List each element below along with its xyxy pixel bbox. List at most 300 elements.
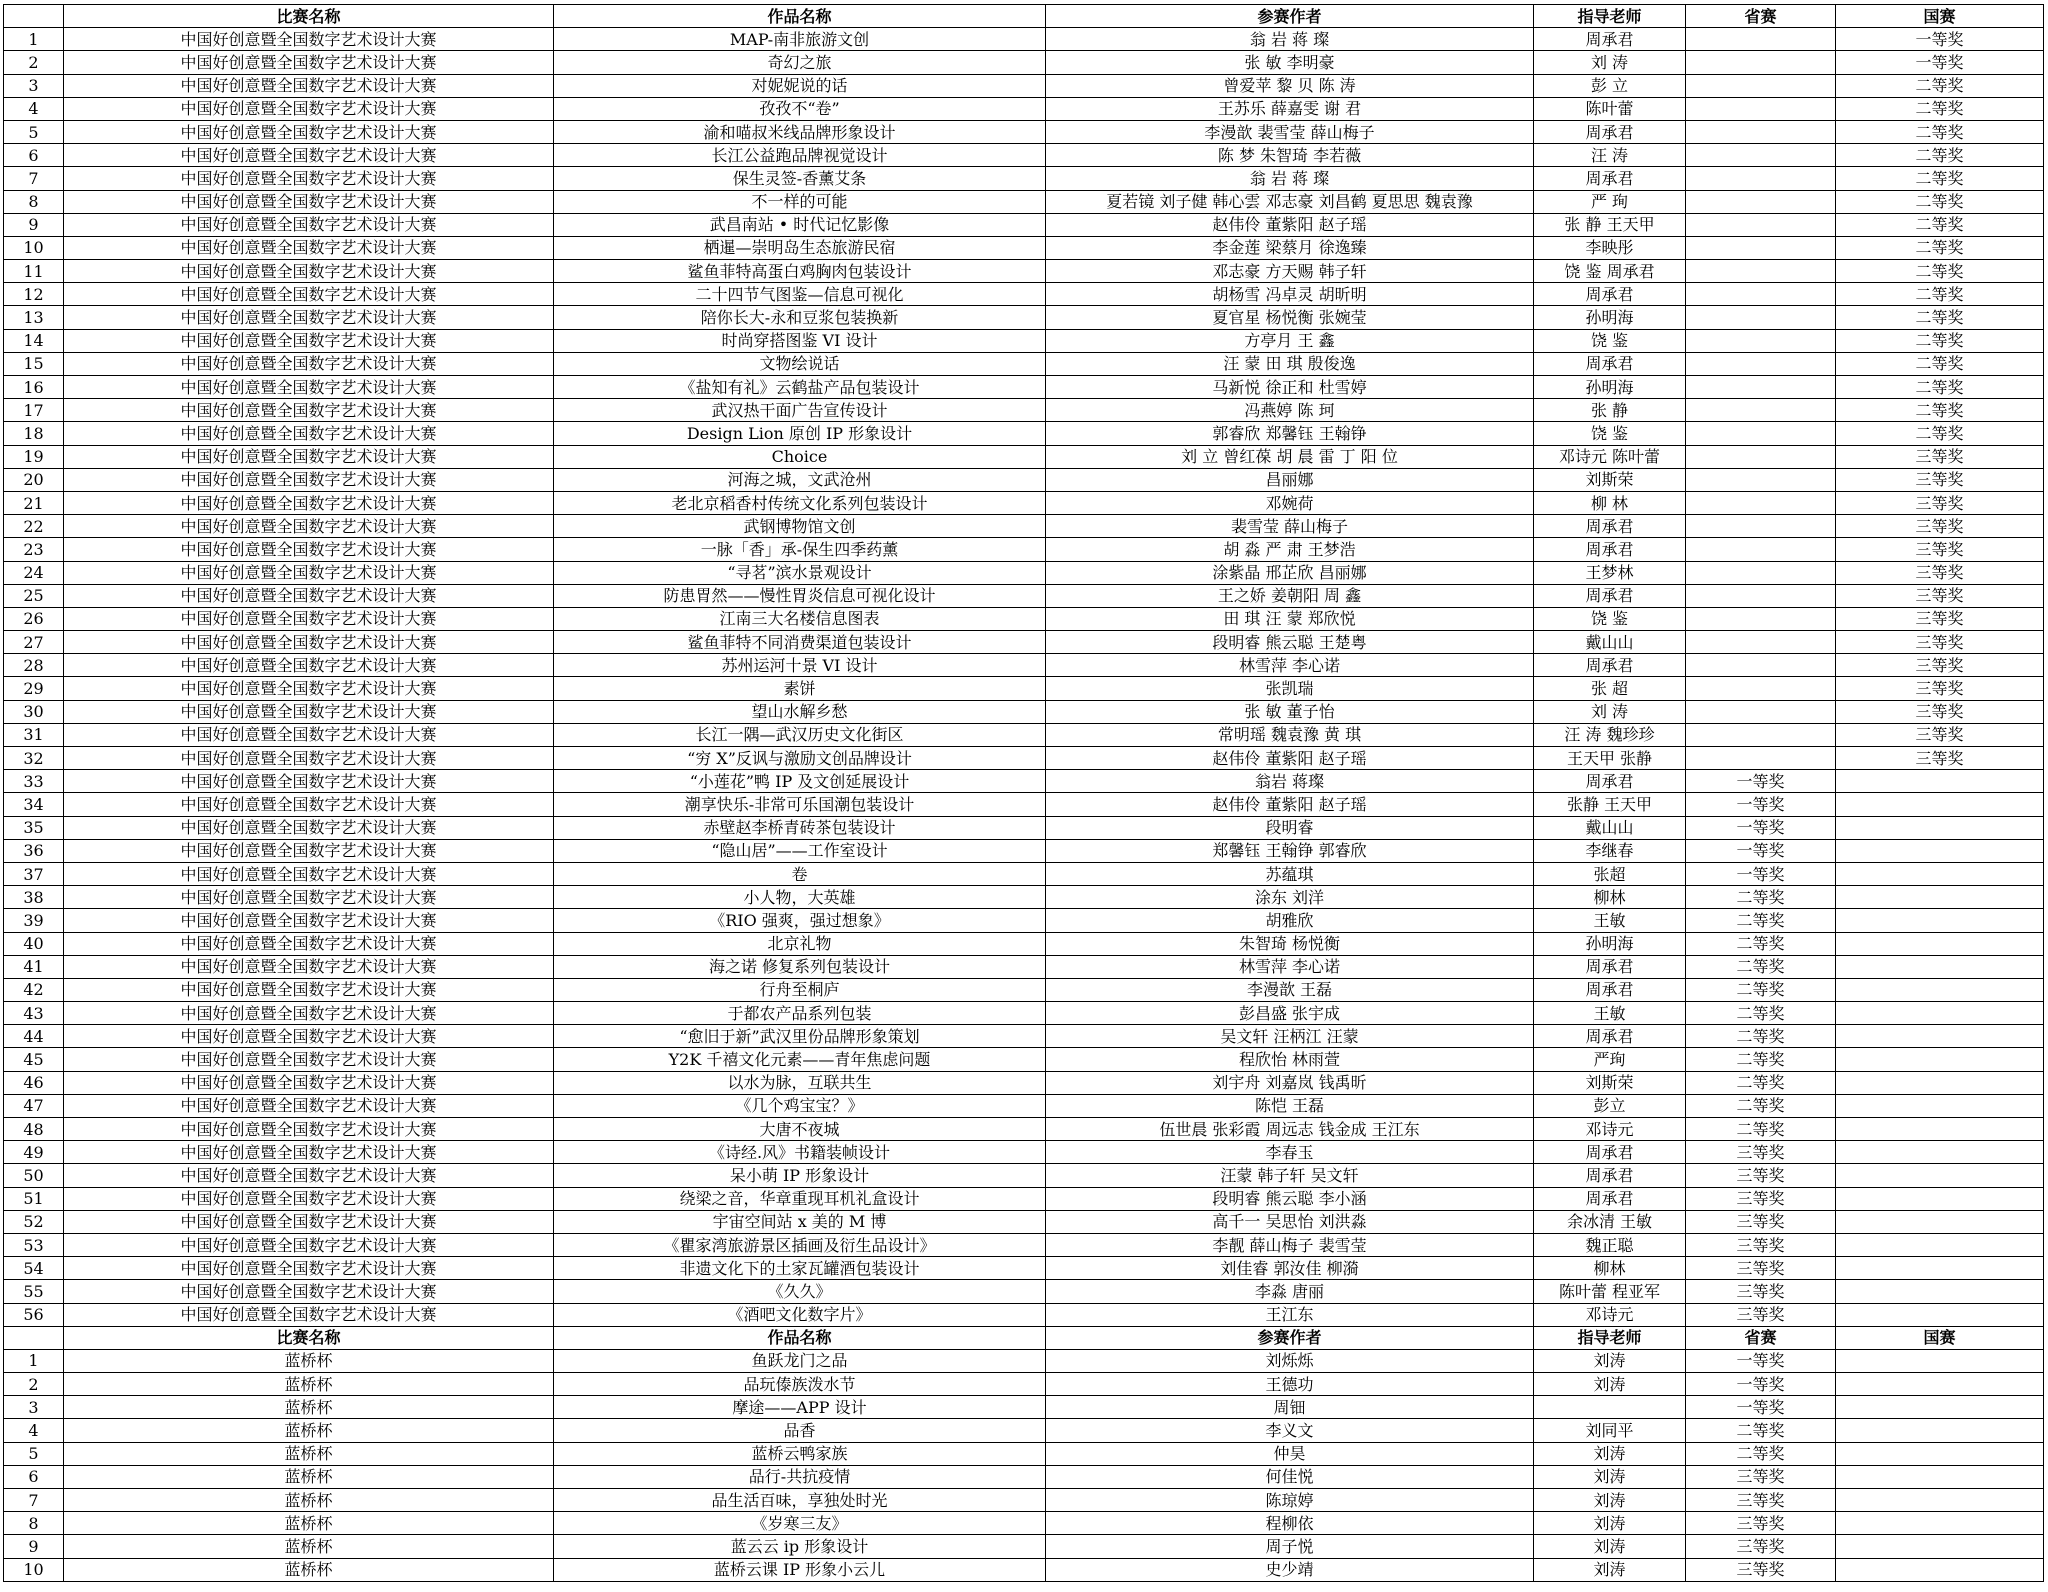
competition-cell[interactable]: 中国好创意暨全国数字艺术设计大赛	[64, 700, 554, 723]
index-cell[interactable]: 36	[4, 839, 64, 862]
header-competition[interactable]: 比赛名称	[64, 5, 554, 28]
advisor-cell[interactable]: 刘涛	[1534, 1442, 1686, 1465]
national-award-cell[interactable]: 三等奖	[1836, 723, 2044, 746]
advisor-cell[interactable]: 张 静	[1534, 399, 1686, 422]
competition-cell[interactable]: 中国好创意暨全国数字艺术设计大赛	[64, 491, 554, 514]
national-award-cell[interactable]	[1836, 1558, 2044, 1581]
competition-cell[interactable]: 中国好创意暨全国数字艺术设计大赛	[64, 1187, 554, 1210]
competition-cell[interactable]: 中国好创意暨全国数字艺术设计大赛	[64, 677, 554, 700]
national-award-cell[interactable]: 三等奖	[1836, 468, 2044, 491]
index-cell[interactable]: 33	[4, 770, 64, 793]
advisor-cell[interactable]: 周承君	[1534, 283, 1686, 306]
competition-cell[interactable]: 中国好创意暨全国数字艺术设计大赛	[64, 144, 554, 167]
provincial-award-cell[interactable]: 二等奖	[1686, 1118, 1836, 1141]
work-title-cell[interactable]: “隐山居”——工作室设计	[554, 839, 1046, 862]
national-award-cell[interactable]: 三等奖	[1836, 445, 2044, 468]
provincial-award-cell[interactable]: 一等奖	[1686, 1349, 1836, 1372]
advisor-cell[interactable]: 张 静 王天甲	[1534, 213, 1686, 236]
provincial-award-cell[interactable]	[1686, 144, 1836, 167]
work-title-cell[interactable]: 《RIO 强爽，强过想象》	[554, 909, 1046, 932]
competition-cell[interactable]: 中国好创意暨全国数字艺术设计大赛	[64, 1210, 554, 1233]
competition-cell[interactable]: 中国好创意暨全国数字艺术设计大赛	[64, 515, 554, 538]
national-award-cell[interactable]	[1836, 1094, 2044, 1117]
provincial-award-cell[interactable]	[1686, 167, 1836, 190]
work-title-cell[interactable]: 江南三大名楼信息图表	[554, 607, 1046, 630]
authors-cell[interactable]: 程欣怡 林雨萱	[1046, 1048, 1534, 1071]
work-title-cell[interactable]: 栖暹—崇明岛生态旅游民宿	[554, 236, 1046, 259]
index-cell[interactable]: 46	[4, 1071, 64, 1094]
index-cell[interactable]: 52	[4, 1210, 64, 1233]
authors-cell[interactable]: 段明睿 熊云聪 李小涵	[1046, 1187, 1534, 1210]
work-title-cell[interactable]: 时尚穿搭图鉴 VI 设计	[554, 329, 1046, 352]
index-cell[interactable]: 24	[4, 561, 64, 584]
advisor-cell[interactable]: 周承君	[1534, 120, 1686, 143]
competition-cell[interactable]: 中国好创意暨全国数字艺术设计大赛	[64, 723, 554, 746]
authors-cell[interactable]: 夏若镜 刘子健 韩心雲 邓志豪 刘昌鹤 夏思思 魏袁豫	[1046, 190, 1534, 213]
index-cell[interactable]: 15	[4, 352, 64, 375]
index-cell[interactable]: 49	[4, 1141, 64, 1164]
national-award-cell[interactable]	[1836, 862, 2044, 885]
authors-cell[interactable]: 翁 岩 蒋 璨	[1046, 28, 1534, 51]
authors-cell[interactable]: 翁 岩 蒋 璨	[1046, 167, 1534, 190]
authors-cell[interactable]: 李漫歆 王磊	[1046, 978, 1534, 1001]
provincial-award-cell[interactable]: 三等奖	[1686, 1257, 1836, 1280]
index-cell[interactable]: 37	[4, 862, 64, 885]
work-title-cell[interactable]: 鲨鱼菲特不同消费渠道包装设计	[554, 631, 1046, 654]
competition-cell[interactable]: 中国好创意暨全国数字艺术设计大赛	[64, 932, 554, 955]
work-title-cell[interactable]: 于都农产品系列包装	[554, 1002, 1046, 1025]
advisor-cell[interactable]: 周承君	[1534, 978, 1686, 1001]
provincial-award-cell[interactable]: 三等奖	[1686, 1233, 1836, 1256]
advisor-cell[interactable]: 王梦林	[1534, 561, 1686, 584]
authors-cell[interactable]: 陈琼婷	[1046, 1489, 1534, 1512]
work-title-cell[interactable]: 宇宙空间站 x 美的 M 博	[554, 1210, 1046, 1233]
work-title-cell[interactable]: 赤壁赵李桥青砖茶包装设计	[554, 816, 1046, 839]
advisor-cell[interactable]: 周承君	[1534, 1187, 1686, 1210]
index-cell[interactable]: 4	[4, 1419, 64, 1442]
national-award-cell[interactable]	[1836, 1002, 2044, 1025]
national-award-cell[interactable]: 二等奖	[1836, 144, 2044, 167]
national-award-cell[interactable]	[1836, 1489, 2044, 1512]
competition-cell[interactable]: 中国好创意暨全国数字艺术设计大赛	[64, 1118, 554, 1141]
competition-cell[interactable]: 中国好创意暨全国数字艺术设计大赛	[64, 1233, 554, 1256]
competition-cell[interactable]: 中国好创意暨全国数字艺术设计大赛	[64, 862, 554, 885]
index-cell[interactable]: 12	[4, 283, 64, 306]
authors-cell[interactable]: 王之娇 姜朝阳 周 鑫	[1046, 584, 1534, 607]
advisor-cell[interactable]: 魏正聪	[1534, 1233, 1686, 1256]
national-award-cell[interactable]: 三等奖	[1836, 584, 2044, 607]
advisor-cell[interactable]: 刘涛	[1534, 1512, 1686, 1535]
authors-cell[interactable]: 林雪萍 李心诺	[1046, 955, 1534, 978]
work-title-cell[interactable]: 以水为脉，互联共生	[554, 1071, 1046, 1094]
work-title-cell[interactable]: 卷	[554, 862, 1046, 885]
authors-cell[interactable]: 苏蕴琪	[1046, 862, 1534, 885]
competition-cell[interactable]: 蓝桥杯	[64, 1349, 554, 1372]
work-title-cell[interactable]: 《酒吧文化数字片》	[554, 1303, 1046, 1326]
authors-cell[interactable]: 马新悦 徐正和 杜雪婷	[1046, 376, 1534, 399]
header-index[interactable]	[4, 5, 64, 28]
index-cell[interactable]: 31	[4, 723, 64, 746]
provincial-award-cell[interactable]: 三等奖	[1686, 1187, 1836, 1210]
authors-cell[interactable]: 李春玉	[1046, 1141, 1534, 1164]
authors-cell[interactable]: 史少靖	[1046, 1558, 1534, 1581]
national-award-cell[interactable]: 二等奖	[1836, 376, 2044, 399]
competition-cell[interactable]: 中国好创意暨全国数字艺术设计大赛	[64, 538, 554, 561]
work-title-cell[interactable]: 《岁寒三友》	[554, 1512, 1046, 1535]
national-award-cell[interactable]	[1836, 1373, 2044, 1396]
index-cell[interactable]: 8	[4, 190, 64, 213]
work-title-cell[interactable]: “愈旧于新”武汉里份品牌形象策划	[554, 1025, 1046, 1048]
provincial-award-cell[interactable]	[1686, 306, 1836, 329]
advisor-cell[interactable]: 周承君	[1534, 1141, 1686, 1164]
competition-cell[interactable]: 中国好创意暨全国数字艺术设计大赛	[64, 399, 554, 422]
provincial-award-cell[interactable]	[1686, 399, 1836, 422]
index-cell[interactable]: 2	[4, 51, 64, 74]
national-award-cell[interactable]: 二等奖	[1836, 422, 2044, 445]
index-cell[interactable]: 18	[4, 422, 64, 445]
authors-cell[interactable]: 李漫歆 裴雪莹 薛山梅子	[1046, 120, 1534, 143]
national-award-cell[interactable]: 二等奖	[1836, 236, 2044, 259]
competition-cell[interactable]: 中国好创意暨全国数字艺术设计大赛	[64, 1025, 554, 1048]
national-award-cell[interactable]: 二等奖	[1836, 306, 2044, 329]
authors-cell[interactable]: 刘 立 曾红葆 胡 晨 雷 丁 阳 位	[1046, 445, 1534, 468]
national-award-cell[interactable]: 二等奖	[1836, 190, 2044, 213]
advisor-cell[interactable]: 刘涛	[1534, 1535, 1686, 1558]
index-cell[interactable]: 54	[4, 1257, 64, 1280]
index-cell[interactable]: 20	[4, 468, 64, 491]
national-award-cell[interactable]: 一等奖	[1836, 51, 2044, 74]
provincial-award-cell[interactable]	[1686, 723, 1836, 746]
index-cell[interactable]: 53	[4, 1233, 64, 1256]
competition-cell[interactable]: 中国好创意暨全国数字艺术设计大赛	[64, 770, 554, 793]
national-award-cell[interactable]: 三等奖	[1836, 747, 2044, 770]
index-cell[interactable]: 43	[4, 1002, 64, 1025]
advisor-cell[interactable]: 刘涛	[1534, 1373, 1686, 1396]
national-award-cell[interactable]	[1836, 1419, 2044, 1442]
work-title-cell[interactable]: 武汉热干面广告宣传设计	[554, 399, 1046, 422]
advisor-cell[interactable]: 周承君	[1534, 28, 1686, 51]
work-title-cell[interactable]: Y2K 千禧文化元素——青年焦虑问题	[554, 1048, 1046, 1071]
national-award-cell[interactable]	[1836, 1280, 2044, 1303]
index-cell[interactable]: 2	[4, 1373, 64, 1396]
competition-cell[interactable]: 蓝桥杯	[64, 1512, 554, 1535]
competition-cell[interactable]: 中国好创意暨全国数字艺术设计大赛	[64, 167, 554, 190]
provincial-award-cell[interactable]: 三等奖	[1686, 1535, 1836, 1558]
index-cell[interactable]: 50	[4, 1164, 64, 1187]
authors-cell[interactable]: 林雪萍 李心诺	[1046, 654, 1534, 677]
index-cell[interactable]: 9	[4, 213, 64, 236]
competition-cell[interactable]: 中国好创意暨全国数字艺术设计大赛	[64, 28, 554, 51]
index-cell[interactable]: 35	[4, 816, 64, 839]
national-award-cell[interactable]	[1836, 978, 2044, 1001]
advisor-cell[interactable]: 张静 王天甲	[1534, 793, 1686, 816]
advisor-cell[interactable]: 刘同平	[1534, 1419, 1686, 1442]
provincial-award-cell[interactable]	[1686, 376, 1836, 399]
work-title-cell[interactable]: 一脉「香」承-保生四季药薰	[554, 538, 1046, 561]
national-award-cell[interactable]: 三等奖	[1836, 631, 2044, 654]
authors-cell[interactable]: 段明睿 熊云聪 王楚粤	[1046, 631, 1534, 654]
authors-cell[interactable]: 李淼 唐丽	[1046, 1280, 1534, 1303]
provincial-award-cell[interactable]: 二等奖	[1686, 1094, 1836, 1117]
advisor-cell[interactable]: 柳林	[1534, 886, 1686, 909]
index-cell[interactable]: 22	[4, 515, 64, 538]
competition-cell[interactable]: 中国好创意暨全国数字艺术设计大赛	[64, 978, 554, 1001]
authors-cell[interactable]: 刘烁烁	[1046, 1349, 1534, 1372]
competition-cell[interactable]: 蓝桥杯	[64, 1535, 554, 1558]
authors-cell[interactable]: 赵伟伶 董紫阳 赵子瑶	[1046, 747, 1534, 770]
authors-cell[interactable]: 王江东	[1046, 1303, 1534, 1326]
national-award-cell[interactable]	[1836, 955, 2044, 978]
advisor-cell[interactable]: 陈叶蕾	[1534, 97, 1686, 120]
index-cell[interactable]: 19	[4, 445, 64, 468]
national-award-cell[interactable]	[1836, 1233, 2044, 1256]
competition-cell[interactable]: 蓝桥杯	[64, 1396, 554, 1419]
advisor-cell[interactable]: 张超	[1534, 862, 1686, 885]
index-cell[interactable]: 16	[4, 376, 64, 399]
index-cell[interactable]: 30	[4, 700, 64, 723]
advisor-cell[interactable]: 刘涛	[1534, 1558, 1686, 1581]
work-title-cell[interactable]: 非遗文化下的土家瓦罐酒包装设计	[554, 1257, 1046, 1280]
authors-cell[interactable]: 冯燕婷 陈 珂	[1046, 399, 1534, 422]
index-cell[interactable]: 34	[4, 793, 64, 816]
advisor-cell[interactable]: 严珣	[1534, 1048, 1686, 1071]
national-award-cell[interactable]: 二等奖	[1836, 120, 2044, 143]
advisor-cell[interactable]: 李映彤	[1534, 236, 1686, 259]
competition-cell[interactable]: 中国好创意暨全国数字艺术设计大赛	[64, 1141, 554, 1164]
authors-cell[interactable]: 裴雪莹 薛山梅子	[1046, 515, 1534, 538]
authors-cell[interactable]: 仲昊	[1046, 1442, 1534, 1465]
national-award-cell[interactable]	[1836, 886, 2044, 909]
work-title-cell[interactable]: 大唐不夜城	[554, 1118, 1046, 1141]
provincial-award-cell[interactable]	[1686, 329, 1836, 352]
advisor-cell[interactable]: 饶 鉴	[1534, 329, 1686, 352]
national-award-cell[interactable]: 三等奖	[1836, 515, 2044, 538]
header-authors[interactable]: 参赛作者	[1046, 1326, 1534, 1349]
authors-cell[interactable]: 李金莲 梁蔡月 徐逸臻	[1046, 236, 1534, 259]
national-award-cell[interactable]: 二等奖	[1836, 167, 2044, 190]
authors-cell[interactable]: 张 敏 董子怡	[1046, 700, 1534, 723]
provincial-award-cell[interactable]	[1686, 468, 1836, 491]
advisor-cell[interactable]	[1534, 1396, 1686, 1419]
advisor-cell[interactable]: 王天甲 张静	[1534, 747, 1686, 770]
competition-cell[interactable]: 蓝桥杯	[64, 1373, 554, 1396]
authors-cell[interactable]: 彭昌盛 张宇成	[1046, 1002, 1534, 1025]
index-cell[interactable]: 8	[4, 1512, 64, 1535]
provincial-award-cell[interactable]	[1686, 422, 1836, 445]
advisor-cell[interactable]: 汪 涛	[1534, 144, 1686, 167]
work-title-cell[interactable]: 品行-共抗疫情	[554, 1465, 1046, 1488]
national-award-cell[interactable]	[1836, 816, 2044, 839]
provincial-award-cell[interactable]: 二等奖	[1686, 1002, 1836, 1025]
work-title-cell[interactable]: 孜孜不“卷”	[554, 97, 1046, 120]
provincial-award-cell[interactable]	[1686, 28, 1836, 51]
work-title-cell[interactable]: 二十四节气图鉴—信息可视化	[554, 283, 1046, 306]
national-award-cell[interactable]: 三等奖	[1836, 677, 2044, 700]
advisor-cell[interactable]: 刘 涛	[1534, 700, 1686, 723]
index-cell[interactable]: 7	[4, 167, 64, 190]
authors-cell[interactable]: 汪 蒙 田 琪 殷俊逸	[1046, 352, 1534, 375]
index-cell[interactable]: 9	[4, 1535, 64, 1558]
index-cell[interactable]: 39	[4, 909, 64, 932]
authors-cell[interactable]: 张凯瑞	[1046, 677, 1534, 700]
national-award-cell[interactable]	[1836, 1349, 2044, 1372]
index-cell[interactable]: 55	[4, 1280, 64, 1303]
provincial-award-cell[interactable]	[1686, 213, 1836, 236]
header-work-title[interactable]: 作品名称	[554, 1326, 1046, 1349]
index-cell[interactable]: 32	[4, 747, 64, 770]
authors-cell[interactable]: 邓婉荷	[1046, 491, 1534, 514]
national-award-cell[interactable]	[1836, 793, 2044, 816]
provincial-award-cell[interactable]: 一等奖	[1686, 839, 1836, 862]
national-award-cell[interactable]: 二等奖	[1836, 213, 2044, 236]
advisor-cell[interactable]: 王敏	[1534, 1002, 1686, 1025]
provincial-award-cell[interactable]	[1686, 654, 1836, 677]
work-title-cell[interactable]: MAP-南非旅游文创	[554, 28, 1046, 51]
national-award-cell[interactable]: 三等奖	[1836, 700, 2044, 723]
authors-cell[interactable]: 赵伟伶 董紫阳 赵子瑶	[1046, 213, 1534, 236]
index-cell[interactable]: 48	[4, 1118, 64, 1141]
competition-cell[interactable]: 中国好创意暨全国数字艺术设计大赛	[64, 306, 554, 329]
advisor-cell[interactable]: 柳林	[1534, 1257, 1686, 1280]
provincial-award-cell[interactable]	[1686, 97, 1836, 120]
advisor-cell[interactable]: 周承君	[1534, 770, 1686, 793]
national-award-cell[interactable]: 二等奖	[1836, 352, 2044, 375]
competition-cell[interactable]: 中国好创意暨全国数字艺术设计大赛	[64, 260, 554, 283]
work-title-cell[interactable]: “穷 X”反讽与激励文创品牌设计	[554, 747, 1046, 770]
national-award-cell[interactable]	[1836, 909, 2044, 932]
work-title-cell[interactable]: 老北京稻香村传统文化系列包装设计	[554, 491, 1046, 514]
index-cell[interactable]: 47	[4, 1094, 64, 1117]
provincial-award-cell[interactable]: 二等奖	[1686, 1442, 1836, 1465]
competition-cell[interactable]: 中国好创意暨全国数字艺术设计大赛	[64, 1048, 554, 1071]
provincial-award-cell[interactable]	[1686, 538, 1836, 561]
national-award-cell[interactable]	[1836, 1396, 2044, 1419]
national-award-cell[interactable]: 二等奖	[1836, 283, 2044, 306]
advisor-cell[interactable]: 周承君	[1534, 955, 1686, 978]
advisor-cell[interactable]: 刘 涛	[1534, 51, 1686, 74]
work-title-cell[interactable]: 鱼跃龙门之品	[554, 1349, 1046, 1372]
competition-cell[interactable]: 中国好创意暨全国数字艺术设计大赛	[64, 236, 554, 259]
index-cell[interactable]: 6	[4, 1465, 64, 1488]
work-title-cell[interactable]: 防患胃然——慢性胃炎信息可视化设计	[554, 584, 1046, 607]
provincial-award-cell[interactable]: 三等奖	[1686, 1558, 1836, 1581]
national-award-cell[interactable]: 三等奖	[1836, 607, 2044, 630]
competition-cell[interactable]: 中国好创意暨全国数字艺术设计大赛	[64, 839, 554, 862]
index-cell[interactable]: 1	[4, 28, 64, 51]
work-title-cell[interactable]: 品生活百味，享独处时光	[554, 1489, 1046, 1512]
provincial-award-cell[interactable]	[1686, 607, 1836, 630]
authors-cell[interactable]: 王苏乐 薛嘉雯 谢 君	[1046, 97, 1534, 120]
work-title-cell[interactable]: 保生灵签-香薰艾条	[554, 167, 1046, 190]
work-title-cell[interactable]: 海之诺 修复系列包装设计	[554, 955, 1046, 978]
national-award-cell[interactable]	[1836, 1118, 2044, 1141]
competition-cell[interactable]: 中国好创意暨全国数字艺术设计大赛	[64, 909, 554, 932]
advisor-cell[interactable]: 周承君	[1534, 584, 1686, 607]
work-title-cell[interactable]: Design Lion 原创 IP 形象设计	[554, 422, 1046, 445]
index-cell[interactable]: 4	[4, 97, 64, 120]
competition-cell[interactable]: 中国好创意暨全国数字艺术设计大赛	[64, 376, 554, 399]
work-title-cell[interactable]: 奇幻之旅	[554, 51, 1046, 74]
advisor-cell[interactable]: 周承君	[1534, 167, 1686, 190]
authors-cell[interactable]: 段明睿	[1046, 816, 1534, 839]
provincial-award-cell[interactable]: 二等奖	[1686, 955, 1836, 978]
provincial-award-cell[interactable]: 二等奖	[1686, 886, 1836, 909]
work-title-cell[interactable]: 陪你长大-永和豆浆包装换新	[554, 306, 1046, 329]
work-title-cell[interactable]: 潮享快乐-非常可乐国潮包装设计	[554, 793, 1046, 816]
authors-cell[interactable]: 涂紫晶 邢芷欣 昌丽娜	[1046, 561, 1534, 584]
work-title-cell[interactable]: Choice	[554, 445, 1046, 468]
national-award-cell[interactable]	[1836, 1257, 2044, 1280]
index-cell[interactable]: 6	[4, 144, 64, 167]
advisor-cell[interactable]: 彭立	[1534, 1094, 1686, 1117]
authors-cell[interactable]: 郭睿欣 郑馨钰 王翰铮	[1046, 422, 1534, 445]
competition-cell[interactable]: 中国好创意暨全国数字艺术设计大赛	[64, 886, 554, 909]
competition-cell[interactable]: 中国好创意暨全国数字艺术设计大赛	[64, 190, 554, 213]
competition-cell[interactable]: 中国好创意暨全国数字艺术设计大赛	[64, 74, 554, 97]
advisor-cell[interactable]: 周承君	[1534, 1025, 1686, 1048]
authors-cell[interactable]: 刘佳睿 郭汝佳 柳漪	[1046, 1257, 1534, 1280]
provincial-award-cell[interactable]: 二等奖	[1686, 1071, 1836, 1094]
advisor-cell[interactable]: 邓诗元 陈叶蕾	[1534, 445, 1686, 468]
authors-cell[interactable]: 伍世晨 张彩霞 周远志 钱金成 王江东	[1046, 1118, 1534, 1141]
provincial-award-cell[interactable]: 三等奖	[1686, 1210, 1836, 1233]
provincial-award-cell[interactable]	[1686, 445, 1836, 468]
advisor-cell[interactable]: 戴山山	[1534, 816, 1686, 839]
authors-cell[interactable]: 吴文轩 汪柄江 汪蒙	[1046, 1025, 1534, 1048]
provincial-award-cell[interactable]	[1686, 747, 1836, 770]
competition-cell[interactable]: 中国好创意暨全国数字艺术设计大赛	[64, 1164, 554, 1187]
provincial-award-cell[interactable]: 一等奖	[1686, 770, 1836, 793]
competition-cell[interactable]: 中国好创意暨全国数字艺术设计大赛	[64, 631, 554, 654]
advisor-cell[interactable]: 刘涛	[1534, 1465, 1686, 1488]
index-cell[interactable]: 14	[4, 329, 64, 352]
authors-cell[interactable]: 周子悦	[1046, 1535, 1534, 1558]
competition-cell[interactable]: 中国好创意暨全国数字艺术设计大赛	[64, 793, 554, 816]
provincial-award-cell[interactable]: 三等奖	[1686, 1512, 1836, 1535]
national-award-cell[interactable]	[1836, 1048, 2044, 1071]
competition-cell[interactable]: 中国好创意暨全国数字艺术设计大赛	[64, 283, 554, 306]
authors-cell[interactable]: 胡雅欣	[1046, 909, 1534, 932]
index-cell[interactable]: 10	[4, 1558, 64, 1581]
national-award-cell[interactable]	[1836, 1442, 2044, 1465]
national-award-cell[interactable]	[1836, 1210, 2044, 1233]
national-award-cell[interactable]	[1836, 1535, 2044, 1558]
advisor-cell[interactable]: 余冰清 王敏	[1534, 1210, 1686, 1233]
provincial-award-cell[interactable]: 三等奖	[1686, 1465, 1836, 1488]
advisor-cell[interactable]: 汪 涛 魏珍珍	[1534, 723, 1686, 746]
index-cell[interactable]: 40	[4, 932, 64, 955]
authors-cell[interactable]: 赵伟伶 董紫阳 赵子瑶	[1046, 793, 1534, 816]
advisor-cell[interactable]: 孙明海	[1534, 932, 1686, 955]
index-cell[interactable]: 5	[4, 1442, 64, 1465]
work-title-cell[interactable]: 北京礼物	[554, 932, 1046, 955]
authors-cell[interactable]: 李义文	[1046, 1419, 1534, 1442]
header-advisor[interactable]: 指导老师	[1534, 1326, 1686, 1349]
national-award-cell[interactable]: 三等奖	[1836, 491, 2044, 514]
index-cell[interactable]: 3	[4, 74, 64, 97]
provincial-award-cell[interactable]: 二等奖	[1686, 909, 1836, 932]
provincial-award-cell[interactable]	[1686, 120, 1836, 143]
header-provincial[interactable]: 省赛	[1686, 5, 1836, 28]
authors-cell[interactable]: 朱智琦 杨悦衡	[1046, 932, 1534, 955]
provincial-award-cell[interactable]: 三等奖	[1686, 1303, 1836, 1326]
index-cell[interactable]: 51	[4, 1187, 64, 1210]
work-title-cell[interactable]: 望山水解乡愁	[554, 700, 1046, 723]
advisor-cell[interactable]: 孙明海	[1534, 306, 1686, 329]
national-award-cell[interactable]	[1836, 1512, 2044, 1535]
work-title-cell[interactable]: 呆小萌 IP 形象设计	[554, 1164, 1046, 1187]
provincial-award-cell[interactable]: 二等奖	[1686, 1025, 1836, 1048]
